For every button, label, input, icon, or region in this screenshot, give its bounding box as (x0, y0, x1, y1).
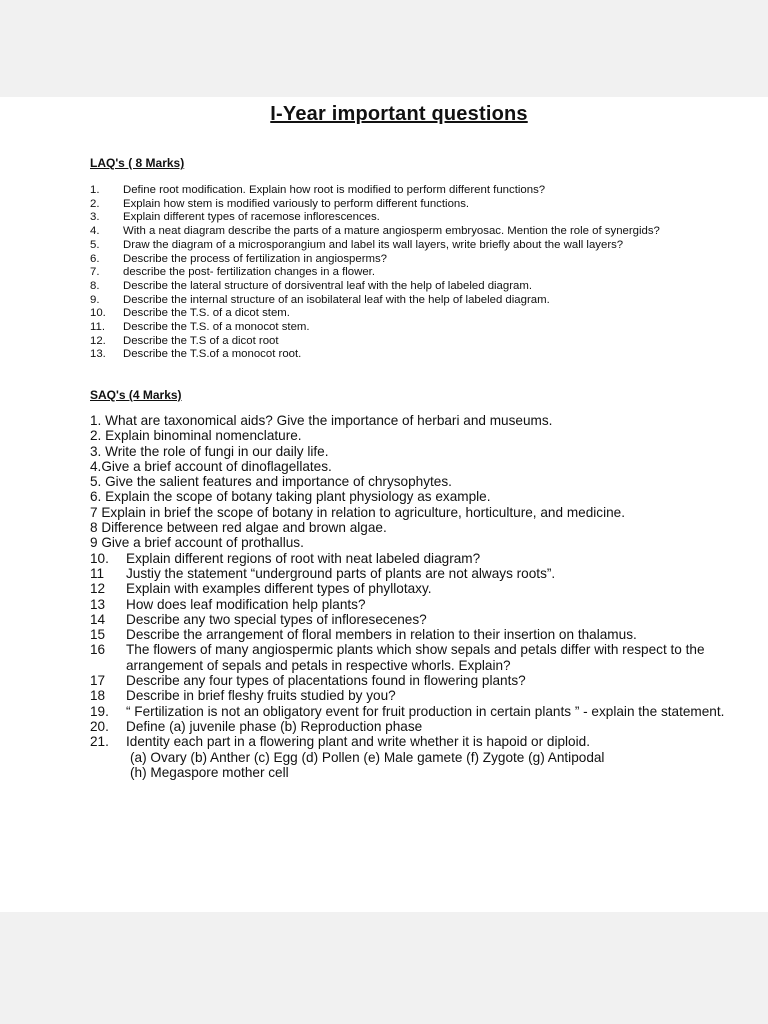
question-text: Define root modification. Explain how root is modified to perform different functions? (123, 184, 546, 196)
question-text: Describe the T.S.of a monocot root. (123, 348, 302, 361)
question-text: Describe the lateral structure of dorsiventral leaf with the help of labeled diagram. (123, 279, 533, 292)
saq-item (90, 704, 762, 719)
question-text: Explain different regions of root with neat labeled diagram? (126, 550, 481, 566)
question-number: 4. (90, 225, 100, 238)
question-number: 6. (90, 252, 100, 265)
question-text: Identity each part in a flowering plant and write whether it is hapoid or diploid. (126, 734, 590, 750)
saq-item: 2. Explain binominal nomenclature. (90, 428, 302, 444)
question-text: Explain with examples different types of phyllotaxy. (126, 581, 432, 597)
laq-item (90, 211, 762, 225)
question-number: 5. (90, 238, 100, 251)
saq-item (90, 627, 762, 642)
saq-item: 8 Difference between red algae and brown algae. (90, 520, 387, 536)
saq-item: 4.Give a brief account of dinoflagellates. (90, 458, 332, 474)
question-text: describe the post- fertilization changes in a flower. (123, 266, 375, 279)
saq-item (90, 597, 762, 612)
question-number: 21. (90, 734, 109, 750)
question-number: 19. (90, 703, 109, 719)
question-number: 16 (90, 642, 106, 658)
question-number: 17 (90, 673, 106, 689)
question-text: Describe the arrangement of floral members in relation to their insertion on thalamus. (126, 627, 637, 643)
question-text: Describe the T.S. of a monocot stem. (123, 321, 310, 334)
question-text: Define (a) juvenile phase (b) Reproduction phase (126, 718, 423, 734)
question-text: With a neat diagram describe the parts of a mature angiosperm embryosac. Mention the role of synergids? (123, 225, 660, 238)
question-number: 20. (90, 718, 109, 734)
question-number: 9. (90, 293, 100, 306)
laq-item (90, 294, 762, 308)
question-number: 10. (90, 307, 106, 320)
question-text: Explain different types of racemose inflorescences. (123, 211, 380, 224)
question-text: Describe the internal structure of an isobilateral leaf with the help of labeled diagram. (123, 293, 550, 306)
saq-item: 3. Write the role of fungi in our daily life. (90, 443, 329, 459)
saq-list (90, 413, 762, 780)
question-number: 14 (90, 611, 106, 627)
saq-item (90, 719, 762, 734)
saq-item (90, 642, 762, 673)
question-number: 11. (90, 321, 105, 334)
laq-item (90, 239, 762, 253)
laq-item (90, 307, 762, 321)
document-title: I-Year important questions (270, 103, 528, 125)
question-number: 13 (90, 596, 106, 612)
question-number: 3. (90, 211, 100, 224)
document-page (0, 97, 768, 912)
question-text: Describe the T.S. of a dicot stem. (123, 307, 290, 320)
laq-item (90, 184, 762, 198)
saq-item (90, 734, 762, 749)
laq-item (90, 198, 762, 212)
laq-item (90, 321, 762, 335)
saq-item: 5. Give the salient features and importance of chrysophytes. (90, 474, 452, 490)
question-text: Justiy the statement “underground parts of plants are not always roots”. (126, 565, 556, 581)
question-number: 13. (90, 348, 106, 361)
laq-item (90, 280, 762, 294)
question-text: Describe any two special types of infloresecenes? (126, 611, 427, 627)
saq-plain-items (90, 413, 762, 551)
laq-item (90, 266, 762, 280)
saq-item: 6. Explain the scope of botany taking plant physiology as example. (90, 489, 491, 505)
saq-item: 7 Explain in brief the scope of botany in relation to agriculture, horticulture, and medicine. (90, 504, 625, 520)
question-text: How does leaf modification help plants? (126, 596, 366, 612)
saq-item (90, 551, 762, 566)
question-text: “ Fertilization is not an obligatory event for fruit production in certain plants ” - explain the statement. (126, 703, 725, 719)
question-number: 2. (90, 197, 100, 210)
saq-item (90, 673, 762, 688)
saq-sub-line: (a) Ovary (b) Anther (c) Egg (d) Pollen (e) Male gamete (f) Zygote (g) Antipodal (130, 749, 605, 765)
question-text: The flowers of many angiospermic plants which show sepals and petals differ with respect to the arrangement of sepals and petals in respective whorls. Explain? (126, 642, 705, 673)
laq-heading: LAQ's ( 8 Marks) (90, 156, 185, 170)
saq-item: 9 Give a brief account of prothallus. (90, 535, 304, 551)
question-number: 18 (90, 688, 106, 704)
question-number: 11 (90, 565, 105, 581)
question-text: Describe any four types of placentations found in flowering plants? (126, 673, 526, 689)
question-text: Describe the process of fertilization in angiosperms? (123, 252, 388, 265)
question-number: 10. (90, 550, 109, 566)
laq-item (90, 335, 762, 349)
question-text: Describe the T.S of a dicot root (123, 334, 279, 347)
saq-item (90, 581, 762, 596)
question-number: 1. (90, 184, 100, 196)
question-text: Describe in brief fleshy fruits studied by you? (126, 688, 396, 704)
saq-item (90, 612, 762, 627)
question-text: Explain how stem is modified variously to perform different functions. (123, 197, 470, 210)
question-number: 15 (90, 627, 106, 643)
saq-sub-lines (90, 750, 762, 781)
laq-list (90, 184, 762, 362)
saq-item (90, 688, 762, 703)
saq-numbered-items (90, 551, 762, 750)
question-number: 8. (90, 279, 100, 292)
saq-heading: SAQ's (4 Marks) (90, 388, 182, 402)
question-number: 12 (90, 581, 106, 597)
laq-item (90, 253, 762, 267)
saq-sub-line: (h) Megaspore mother cell (130, 764, 289, 780)
saq-item (90, 566, 762, 581)
question-number: 12. (90, 334, 106, 347)
saq-item: 1. What are taxonomical aids? Give the importance of herbari and museums. (90, 413, 553, 428)
question-number: 7. (90, 266, 100, 279)
question-text: Draw the diagram of a microsporangium and label its wall layers, write briefly about the wall layers? (123, 238, 624, 251)
laq-item (90, 225, 762, 239)
laq-item (90, 348, 762, 362)
